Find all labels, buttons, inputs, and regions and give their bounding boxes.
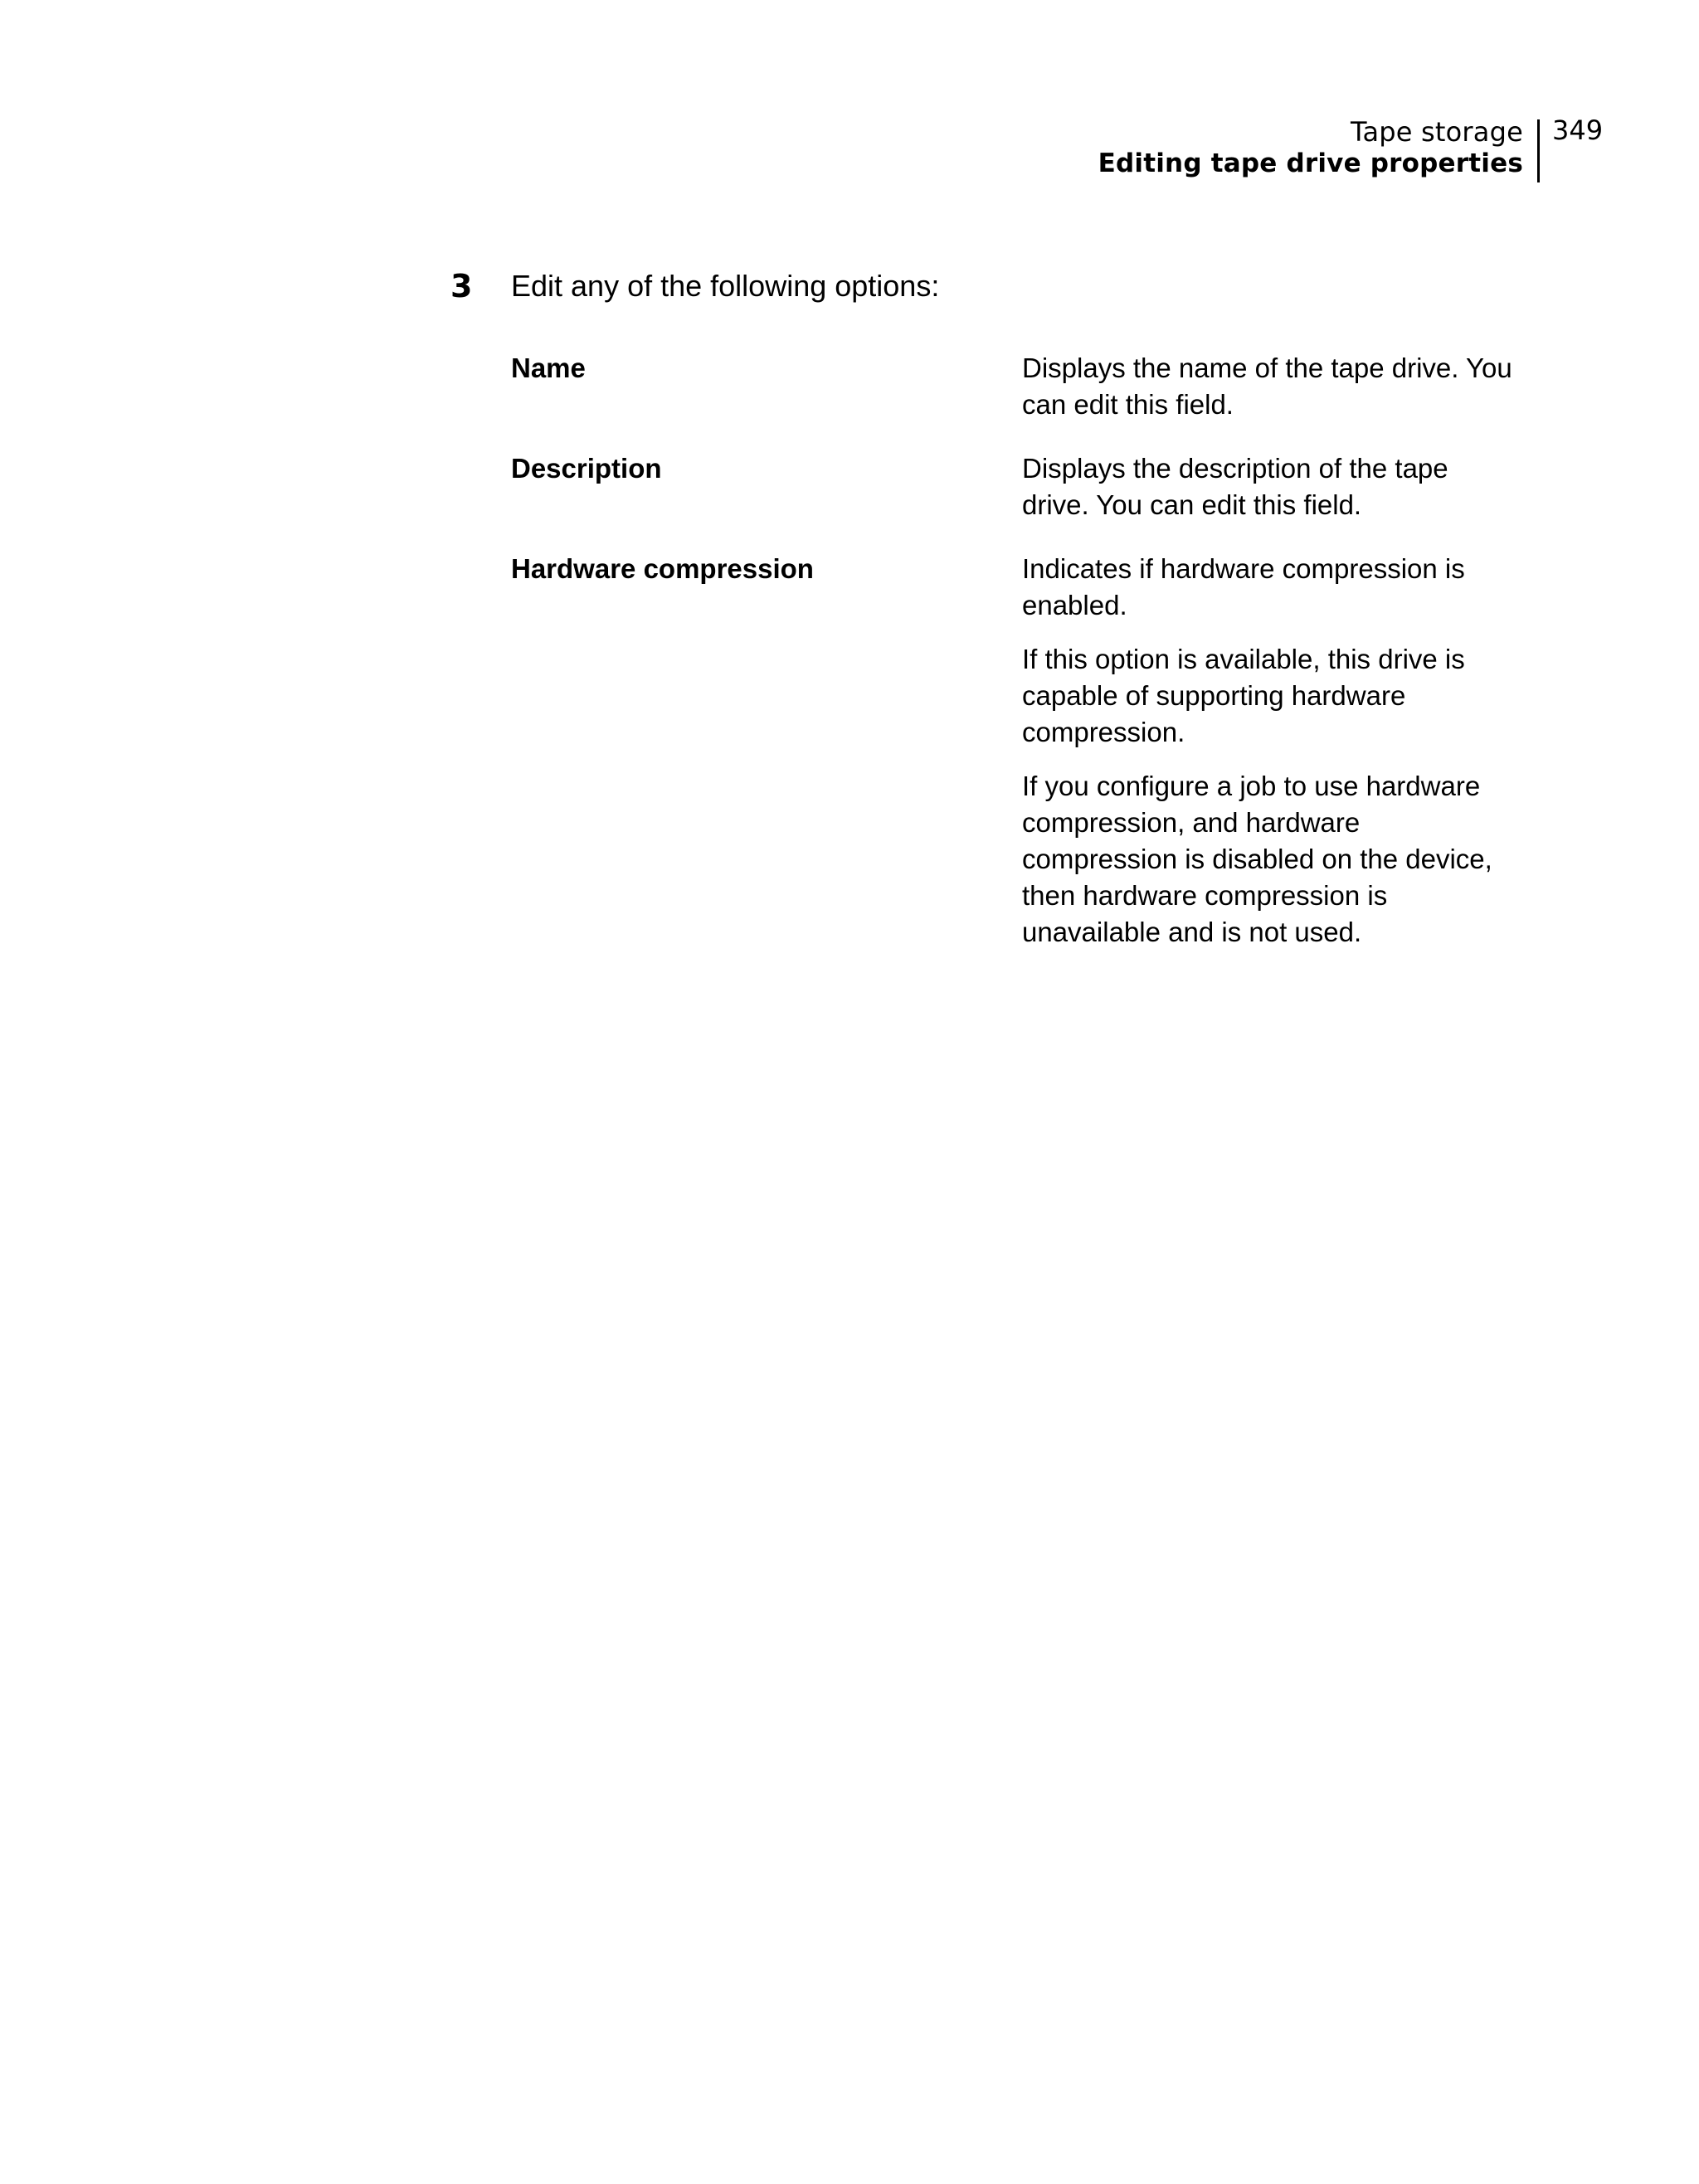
- header-section-title: Tape storage: [1351, 116, 1523, 148]
- header-subsection-title: Editing tape drive properties: [1098, 148, 1523, 178]
- option-description: [1022, 450, 1520, 523]
- option-term: Name: [511, 353, 586, 383]
- option-description-paragraph: If you configure a job to use hardware compression, and hardware compression is disabled on the device, then hardware compression is unavailable and is not used.: [1022, 771, 1492, 947]
- option-description-paragraph: Indicates if hardware compression is enabled.: [1022, 553, 1465, 620]
- header-divider: [1537, 119, 1540, 182]
- header-titles: [1098, 116, 1523, 179]
- option-term: Hardware compression: [511, 553, 814, 584]
- option-row-description: [511, 450, 1523, 523]
- options-table: [511, 350, 1523, 978]
- option-description-paragraph: Displays the description of the tape drive. You can edit this field.: [1022, 453, 1448, 520]
- step-number: 3: [450, 268, 473, 304]
- option-description-paragraph: If this option is available, this drive is capable of supporting hardware compression.: [1022, 644, 1465, 747]
- option-row-hardware-compression: [511, 551, 1523, 951]
- step-instruction: Edit any of the following options:: [511, 269, 940, 303]
- page-number: 349: [1552, 114, 1604, 146]
- option-row-name: [511, 350, 1523, 423]
- option-term: Description: [511, 453, 662, 484]
- option-description: [1022, 551, 1520, 951]
- option-description-paragraph: Displays the name of the tape drive. You can edit this field.: [1022, 353, 1512, 420]
- running-header: [0, 113, 1699, 187]
- option-description: [1022, 350, 1520, 423]
